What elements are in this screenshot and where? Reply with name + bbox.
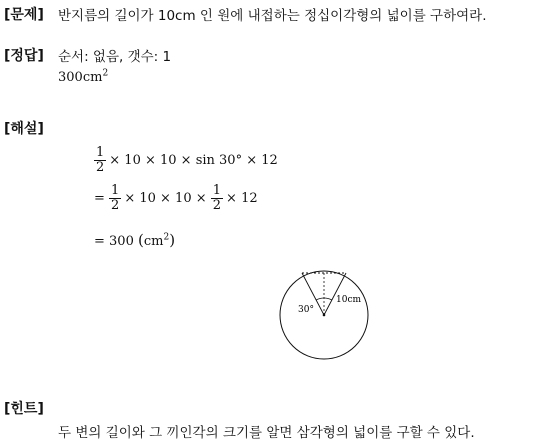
angle-label: 30° <box>298 305 314 315</box>
side-label: 10cm <box>336 295 362 305</box>
fraction-half: $\frac{1}{2}$ <box>212 183 222 213</box>
answer-unit-exponent: 2 <box>102 68 109 79</box>
answer-number: 300 <box>58 70 83 85</box>
center-point <box>323 314 326 317</box>
result-unit: cm <box>143 234 164 249</box>
solution-line-1-expr: × 10 × 10 × sin 30° × 12 <box>109 153 278 168</box>
answer-unit: cm <box>82 70 103 85</box>
solution-line-2-mid: × 10 × 10 × <box>124 191 207 206</box>
solution-line-2 <box>94 184 258 213</box>
hint-text: 두 변의 길이와 그 끼인각의 크기를 알면 삼각형의 넓이를 구할 수 있다. <box>58 425 475 441</box>
answer-order-line: 순서: 없음, 갯수: 1 <box>58 49 172 65</box>
fraction-half: $\frac{1}{2}$ <box>111 183 120 213</box>
solution-line-2-end: × 12 <box>226 191 258 206</box>
solution-line-1 <box>94 146 278 175</box>
result-unit-exponent: 2 <box>163 232 170 243</box>
problem-text: 반지름의 길이가 10cm 인 원에 내접하는 정십이각형의 넓이를 구하여라. <box>58 8 487 24</box>
equals-sign: = <box>94 191 105 206</box>
answer-label: [정답] <box>4 48 44 64</box>
solution-label: [해설] <box>4 121 44 137</box>
solution-line-3 <box>94 231 175 249</box>
solution-result: = 300 <box>94 234 134 249</box>
problem-label: [문제] <box>4 7 44 23</box>
circle-figure <box>272 262 372 366</box>
fraction-half: $\frac{1}{2}$ <box>96 145 105 175</box>
paren-close: ) <box>169 231 176 249</box>
answer-value <box>58 70 108 85</box>
paren-open: ( <box>137 231 144 249</box>
radius-line-right <box>324 273 346 315</box>
hint-label: [힌트] <box>4 401 44 417</box>
